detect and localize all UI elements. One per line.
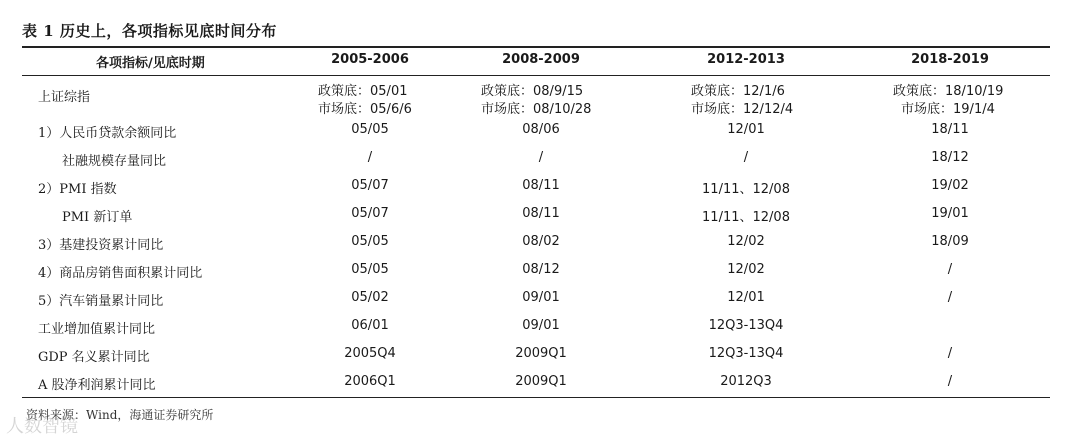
header-first-column: 各项指标/见底时期 <box>96 56 205 71</box>
row-cell: / <box>947 290 953 305</box>
row-cell: 2006Q1 <box>344 374 396 389</box>
row-label: 3）基建投资累计同比 <box>38 238 164 253</box>
source-note: 资料来源：Wind，海通证券研究所 <box>26 408 214 422</box>
row-cell: 05/05 <box>351 234 389 249</box>
row-cell: 09/01 <box>522 318 560 333</box>
row-cell: 12/01 <box>727 122 765 137</box>
table-row <box>0 346 1080 368</box>
row-cell: 18/11 <box>931 122 969 137</box>
row-cell: 09/01 <box>522 290 560 305</box>
sse-label: 上证综指 <box>38 90 91 105</box>
row-label: A 股净利润累计同比 <box>38 378 156 393</box>
row-label: PMI 新订单 <box>62 210 133 225</box>
row-cell: 05/05 <box>351 262 389 277</box>
policy-bottom-2: 政策底：08/9/15 <box>481 84 584 99</box>
row-cell: 2009Q1 <box>515 374 567 389</box>
row-cell: / <box>538 150 544 165</box>
row-cell: 2009Q1 <box>515 346 567 361</box>
row-cell: 05/07 <box>351 206 389 221</box>
header-period-4: 2018-2019 <box>911 52 989 67</box>
row-cell: / <box>947 262 953 277</box>
row-cell: 08/06 <box>522 122 560 137</box>
policy-bottom-4: 政策底：18/10/19 <box>893 84 1004 99</box>
row-label: 1）人民币贷款余额同比 <box>38 126 177 141</box>
table-row <box>0 150 1080 172</box>
row-cell: 12Q3-13Q4 <box>708 318 784 333</box>
table-row <box>0 262 1080 284</box>
row-cell: 08/11 <box>522 206 560 221</box>
row-cell: 12/02 <box>727 234 765 249</box>
row-cell: 2012Q3 <box>720 374 772 389</box>
row-cell: / <box>743 150 749 165</box>
header-period-2: 2008-2009 <box>502 52 580 67</box>
row-cell: 18/09 <box>931 234 969 249</box>
table-row <box>0 374 1080 396</box>
header-period-1: 2005-2006 <box>331 52 409 67</box>
row-label: 工业增加值累计同比 <box>38 322 156 337</box>
table-row <box>0 234 1080 256</box>
row-cell: / <box>947 346 953 361</box>
market-bottom-1: 市场底：05/6/6 <box>318 102 412 117</box>
header-rule <box>22 75 1050 76</box>
row-label: 社融规模存量同比 <box>62 154 167 169</box>
row-label: GDP 名义累计同比 <box>38 350 150 365</box>
bottom-rule <box>22 397 1050 398</box>
table-title: 表 1 历史上，各项指标见底时间分布 <box>22 22 277 40</box>
row-cell: / <box>367 150 373 165</box>
table-row <box>0 290 1080 312</box>
policy-bottom-1: 政策底：05/01 <box>318 84 408 99</box>
row-cell: 18/12 <box>931 150 969 165</box>
row-label: 2）PMI 指数 <box>38 182 117 197</box>
row-cell: 11/11、12/08 <box>702 182 790 197</box>
header-period-3: 2012-2013 <box>707 52 785 67</box>
row-cell: 08/02 <box>522 234 560 249</box>
row-cell: 19/01 <box>931 206 969 221</box>
row-cell: 05/05 <box>351 122 389 137</box>
row-cell: 2005Q4 <box>344 346 396 361</box>
row-cell: 11/11、12/08 <box>702 210 790 225</box>
table-row <box>0 206 1080 228</box>
market-bottom-4: 市场底：19/1/4 <box>901 102 995 117</box>
table-row <box>0 178 1080 200</box>
row-label: 4）商品房销售面积累计同比 <box>38 266 203 281</box>
row-cell: 12/02 <box>727 262 765 277</box>
row-label: 5）汽车销量累计同比 <box>38 294 164 309</box>
top-rule <box>22 46 1050 48</box>
row-cell: 19/02 <box>931 178 969 193</box>
table-row <box>0 122 1080 144</box>
row-cell: 12/01 <box>727 290 765 305</box>
row-cell: 08/12 <box>522 262 560 277</box>
row-cell: 06/01 <box>351 318 389 333</box>
row-cell: 08/11 <box>522 178 560 193</box>
row-cell: 05/07 <box>351 178 389 193</box>
row-cell: / <box>947 374 953 389</box>
policy-bottom-3: 政策底：12/1/6 <box>691 84 785 99</box>
row-cell: 05/02 <box>351 290 389 305</box>
row-cell: 12Q3-13Q4 <box>708 346 784 361</box>
market-bottom-2: 市场底：08/10/28 <box>481 102 592 117</box>
watermark: 人数智镜 <box>6 416 78 437</box>
market-bottom-3: 市场底：12/12/4 <box>691 102 794 117</box>
table-row <box>0 318 1080 340</box>
